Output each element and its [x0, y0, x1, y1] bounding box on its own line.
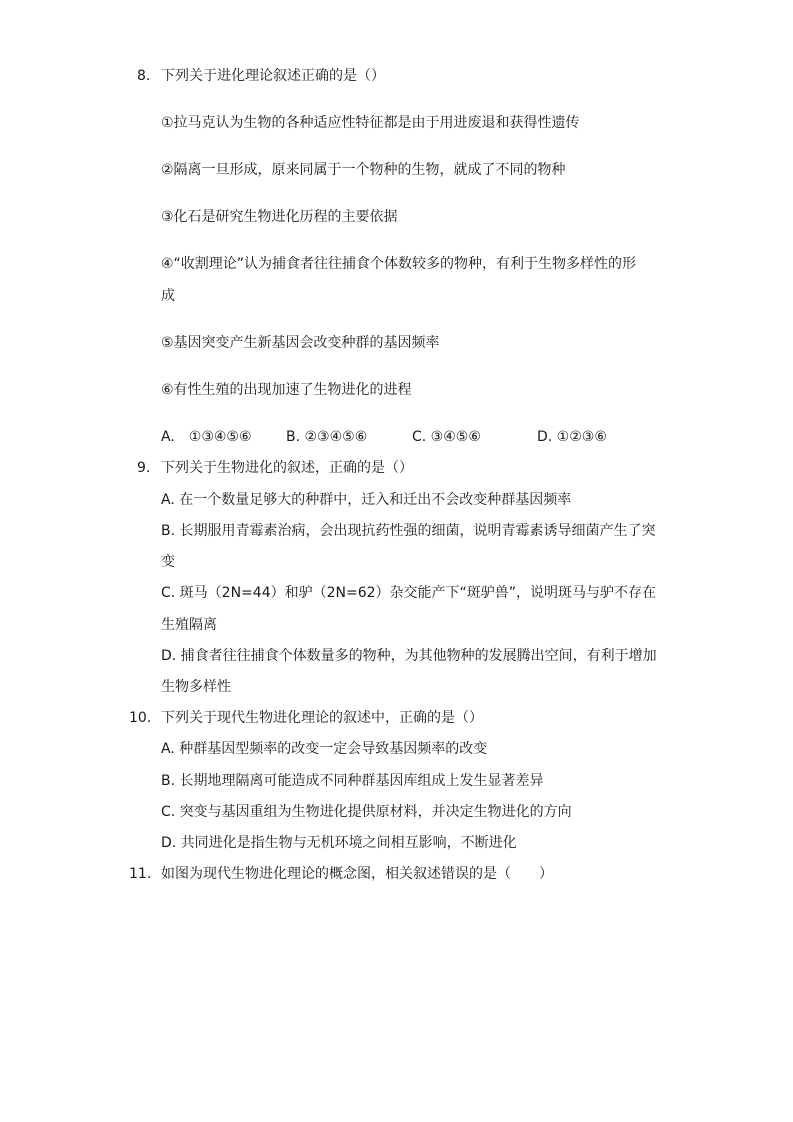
q10-option-c: C. 突变与基因重组为生物进化提供原材料，并决定生物进化的方向: [161, 804, 572, 820]
q10-number: 10.: [129, 710, 152, 726]
q9-option-a: A. 在一个数量足够大的种群中，迁入和迁出不会改变种群基因频率: [161, 492, 572, 508]
q8-statement-5: ⑤基因突变产生新基因会改变种群的基因频率: [161, 335, 440, 351]
q8-statement-4-cont: 成: [161, 288, 175, 304]
q10-option-d: D. 共同进化是指生物与无机环境之间相互影响，不断进化: [161, 835, 517, 851]
q8-option-a: A. ①③④⑤⑥: [161, 429, 252, 445]
q8-stem: 下列关于进化理论叙述正确的是（）: [161, 68, 385, 84]
q11-number: 11.: [129, 866, 152, 882]
q9-option-d: D. 捕食者往往捕食个体数量多的物种，为其他物种的发展腾出空间，有利于增加: [161, 648, 657, 664]
q10-stem: 下列关于现代生物进化理论的叙述中，正确的是（）: [161, 710, 483, 726]
q8-option-b: B. ②③④⑤⑥: [286, 429, 368, 445]
q10-option-a: A. 种群基因型频率的改变一定会导致基因频率的改变: [161, 741, 488, 757]
q8-option-c: C. ③④⑤⑥: [412, 429, 481, 445]
q8-statement-2: ②隔离一旦形成，原来同属于一个物种的生物，就成了不同的物种: [161, 162, 566, 178]
q8-statement-1: ①拉马克认为生物的各种适应性特征都是由于用进废退和获得性遗传: [161, 115, 580, 131]
q8-statement-3: ③化石是研究生物进化历程的主要依据: [161, 209, 398, 225]
q9-option-b-cont: 变: [161, 554, 175, 570]
q9-number: 9.: [137, 460, 151, 476]
q9-stem: 下列关于生物进化的叙述，正确的是（）: [161, 460, 413, 476]
q8-statement-6: ⑥有性生殖的出现加速了生物进化的进程: [161, 382, 412, 398]
q9-option-d-cont: 生物多样性: [161, 679, 231, 695]
q8-statement-4: ④“收割理论”认为捕食者往往捕食个体数较多的物种，有利于生物多样性的形: [161, 256, 637, 272]
q10-option-b: B. 长期地理隔离可能造成不同种群基因库组成上发生显著差异: [161, 773, 544, 789]
q9-option-b: B. 长期服用青霉素治病，会出现抗药性强的细菌，说明青霉素诱导细菌产生了突: [161, 523, 656, 539]
q11-stem: 如图为现代生物进化理论的概念图，相关叙述错误的是（ ）: [161, 866, 553, 882]
q9-option-c-cont: 生殖隔离: [161, 617, 217, 633]
q8-option-d: D. ①②③⑥: [537, 429, 607, 445]
q8-number: 8.: [137, 68, 151, 84]
q9-option-c: C. 斑马（2N=44）和驴（2N=62）杂交能产下“斑驴兽”，说明斑马与驴不存在: [161, 585, 657, 601]
